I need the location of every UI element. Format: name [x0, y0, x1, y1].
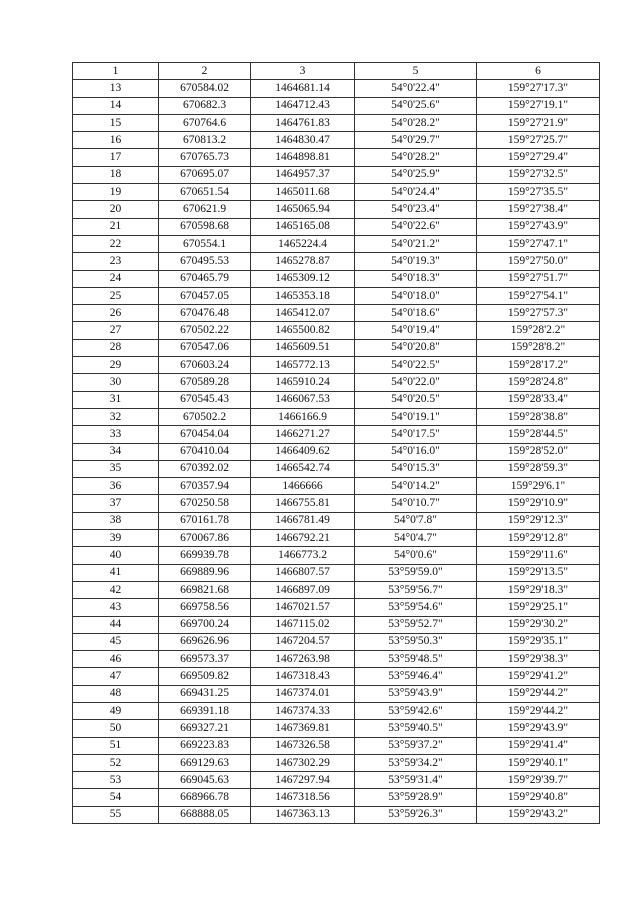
table-cell: 49 [73, 702, 159, 719]
table-cell: 159°29'43.9" [477, 720, 600, 737]
table-cell: 35 [73, 460, 159, 477]
table-cell: 159°28'59.3" [477, 460, 600, 477]
table-cell: 54°0'0.6" [355, 547, 477, 564]
table-cell: 670357.94 [159, 478, 251, 495]
table-cell: 159°28'44.5" [477, 426, 600, 443]
table-cell: 1466271.27 [251, 426, 355, 443]
table-cell: 1465412.07 [251, 305, 355, 322]
table-body [73, 80, 600, 824]
table-cell: 669821.68 [159, 581, 251, 598]
table-cell: 1467374.01 [251, 685, 355, 702]
table-row [73, 253, 600, 270]
table-cell: 29 [73, 357, 159, 374]
table-cell: 159°28'33.4" [477, 391, 600, 408]
table-cell: 159°28'52.0" [477, 443, 600, 460]
table-cell: 31 [73, 391, 159, 408]
table-cell: 1467369.81 [251, 720, 355, 737]
table-cell: 1466166.9 [251, 408, 355, 425]
table-cell: 1466755.81 [251, 495, 355, 512]
table-row [73, 599, 600, 616]
table-cell: 1466666 [251, 478, 355, 495]
table-row [73, 547, 600, 564]
table-cell: 33 [73, 426, 159, 443]
table-cell: 24 [73, 270, 159, 287]
table-cell: 159°29'40.8" [477, 789, 600, 806]
table-cell: 1467263.98 [251, 651, 355, 668]
table-cell: 159°29'40.1" [477, 754, 600, 771]
table-cell: 23 [73, 253, 159, 270]
table-cell: 54°0'18.3" [355, 270, 477, 287]
header-cell: 6 [477, 63, 600, 80]
table-cell: 47 [73, 668, 159, 685]
table-cell: 1466542.74 [251, 460, 355, 477]
table-row [73, 737, 600, 754]
table-cell: 670465.79 [159, 270, 251, 287]
table-cell: 670589.28 [159, 374, 251, 391]
table-cell: 669327.21 [159, 720, 251, 737]
table-row [73, 357, 600, 374]
table-cell: 670457.05 [159, 287, 251, 304]
table-cell: 670651.54 [159, 184, 251, 201]
table-cell: 54°0'14.2" [355, 478, 477, 495]
table-cell: 159°29'38.3" [477, 651, 600, 668]
table-row [73, 426, 600, 443]
table-cell: 159°27'32.5" [477, 166, 600, 183]
table-cell: 159°28'17.2" [477, 357, 600, 374]
table-cell: 16 [73, 132, 159, 149]
table-cell: 670554.1 [159, 235, 251, 252]
table-cell: 159°27'17.3" [477, 80, 600, 97]
table-row [73, 80, 600, 97]
table-cell: 670584.02 [159, 80, 251, 97]
table-row [73, 305, 600, 322]
table-row [73, 287, 600, 304]
table-cell: 668966.78 [159, 789, 251, 806]
table-cell: 53°59'42.6" [355, 702, 477, 719]
table-cell: 1464761.83 [251, 114, 355, 131]
table-row [73, 114, 600, 131]
table-row [73, 374, 600, 391]
table-row [73, 339, 600, 356]
table-cell: 1467115.02 [251, 616, 355, 633]
table-cell: 1466792.21 [251, 530, 355, 547]
table-cell: 670502.2 [159, 408, 251, 425]
table-row [73, 530, 600, 547]
table-cell: 670598.68 [159, 218, 251, 235]
header-cell: 5 [355, 63, 477, 80]
table-row [73, 235, 600, 252]
table-cell: 54°0'15.3" [355, 460, 477, 477]
table-cell: 669223.83 [159, 737, 251, 754]
table-cell: 25 [73, 287, 159, 304]
table-cell: 159°27'35.5" [477, 184, 600, 201]
table-cell: 54°0'28.2" [355, 114, 477, 131]
table-cell: 54°0'29.7" [355, 132, 477, 149]
table-cell: 54°0'7.8" [355, 512, 477, 529]
table-cell: 1466409.62 [251, 443, 355, 460]
table-cell: 21 [73, 218, 159, 235]
table-cell: 159°29'43.2" [477, 806, 600, 823]
table-cell: 53°59'40.5" [355, 720, 477, 737]
table-cell: 50 [73, 720, 159, 737]
table-cell: 20 [73, 201, 159, 218]
table-row [73, 754, 600, 771]
table-cell: 1465609.51 [251, 339, 355, 356]
table-cell: 1465500.82 [251, 322, 355, 339]
table-cell: 54°0'22.4" [355, 80, 477, 97]
table-cell: 53°59'31.4" [355, 772, 477, 789]
table-cell: 670695.07 [159, 166, 251, 183]
table-row [73, 581, 600, 598]
table-cell: 46 [73, 651, 159, 668]
table-cell: 669573.37 [159, 651, 251, 668]
table-cell: 1467374.33 [251, 702, 355, 719]
table-cell: 1465278.87 [251, 253, 355, 270]
table-cell: 53°59'46.4" [355, 668, 477, 685]
table-cell: 53°59'48.5" [355, 651, 477, 668]
table-cell: 159°29'30.2" [477, 616, 600, 633]
header-cell: 2 [159, 63, 251, 80]
table-cell: 40 [73, 547, 159, 564]
table-row [73, 685, 600, 702]
table-cell: 1466781.49 [251, 512, 355, 529]
table-cell: 54°0'24.4" [355, 184, 477, 201]
table-cell: 1465309.12 [251, 270, 355, 287]
table-cell: 34 [73, 443, 159, 460]
table-cell: 159°27'19.1" [477, 97, 600, 114]
table-cell: 54°0'19.4" [355, 322, 477, 339]
table-row [73, 789, 600, 806]
table-cell: 53°59'56.7" [355, 581, 477, 598]
table-cell: 1467204.57 [251, 633, 355, 650]
table-cell: 48 [73, 685, 159, 702]
table-cell: 1465165.08 [251, 218, 355, 235]
table-cell: 53°59'34.2" [355, 754, 477, 771]
table-row [73, 460, 600, 477]
table-cell: 54°0'22.0" [355, 374, 477, 391]
table-cell: 53 [73, 772, 159, 789]
table-cell: 28 [73, 339, 159, 356]
table-row [73, 668, 600, 685]
table-cell: 54°0'25.9" [355, 166, 477, 183]
table-cell: 44 [73, 616, 159, 633]
table-cell: 159°27'38.4" [477, 201, 600, 218]
table-row [73, 322, 600, 339]
table-cell: 670813.2 [159, 132, 251, 149]
table-cell: 18 [73, 166, 159, 183]
table-cell: 54°0'25.6" [355, 97, 477, 114]
table-cell: 159°29'18.3" [477, 581, 600, 598]
table-cell: 27 [73, 322, 159, 339]
table-cell: 54°0'17.5" [355, 426, 477, 443]
table-cell: 670502.22 [159, 322, 251, 339]
table-cell: 670495.53 [159, 253, 251, 270]
table-cell: 54°0'16.0" [355, 443, 477, 460]
table-cell: 54°0'21.2" [355, 235, 477, 252]
table-cell: 1465353.18 [251, 287, 355, 304]
table-row [73, 495, 600, 512]
table-cell: 1467326.58 [251, 737, 355, 754]
table-row [73, 443, 600, 460]
table-cell: 53°59'54.6" [355, 599, 477, 616]
table-row [73, 408, 600, 425]
table-cell: 1467363.13 [251, 806, 355, 823]
table-cell: 1466897.09 [251, 581, 355, 598]
table-cell: 159°27'29.4" [477, 149, 600, 166]
table-row [73, 478, 600, 495]
table-cell: 159°29'10.9" [477, 495, 600, 512]
table-cell: 159°28'24.8" [477, 374, 600, 391]
table-cell: 53°59'28.9" [355, 789, 477, 806]
header-cell: 3 [251, 63, 355, 80]
table-cell: 159°27'43.9" [477, 218, 600, 235]
table-cell: 670765.73 [159, 149, 251, 166]
table-cell: 1466807.57 [251, 564, 355, 581]
table-cell: 670682.3 [159, 97, 251, 114]
table-cell: 159°29'11.6" [477, 547, 600, 564]
table-cell: 42 [73, 581, 159, 598]
table-cell: 670545.43 [159, 391, 251, 408]
table-cell: 53°59'59.0" [355, 564, 477, 581]
table-cell: 669700.24 [159, 616, 251, 633]
table-row [73, 201, 600, 218]
table-cell: 1467318.43 [251, 668, 355, 685]
table-cell: 159°27'57.3" [477, 305, 600, 322]
table-cell: 159°29'12.8" [477, 530, 600, 547]
table-cell: 41 [73, 564, 159, 581]
table-row [73, 132, 600, 149]
table-row [73, 512, 600, 529]
table-cell: 670161.78 [159, 512, 251, 529]
table-cell: 19 [73, 184, 159, 201]
table-cell: 53°59'52.7" [355, 616, 477, 633]
table-row [73, 616, 600, 633]
table-cell: 670476.48 [159, 305, 251, 322]
table-cell: 17 [73, 149, 159, 166]
table-cell: 54 [73, 789, 159, 806]
table-cell: 159°29'13.5" [477, 564, 600, 581]
table-cell: 159°29'35.1" [477, 633, 600, 650]
table-cell: 26 [73, 305, 159, 322]
table-cell: 54°0'20.8" [355, 339, 477, 356]
table-cell: 669045.63 [159, 772, 251, 789]
table-row [73, 806, 600, 823]
table-cell: 45 [73, 633, 159, 650]
table-cell: 1465011.68 [251, 184, 355, 201]
table-cell: 55 [73, 806, 159, 823]
table-row [73, 218, 600, 235]
table-cell: 669758.56 [159, 599, 251, 616]
table-cell: 159°29'44.2" [477, 685, 600, 702]
table-cell: 1465224.4 [251, 235, 355, 252]
table-cell: 1464830.47 [251, 132, 355, 149]
table-cell: 669391.18 [159, 702, 251, 719]
table-cell: 54°0'28.2" [355, 149, 477, 166]
table-cell: 54°0'18.6" [355, 305, 477, 322]
table-cell: 669129.63 [159, 754, 251, 771]
table-cell: 159°28'38.8" [477, 408, 600, 425]
table-cell: 159°27'47.1" [477, 235, 600, 252]
table-cell: 53°59'26.3" [355, 806, 477, 823]
table-row [73, 184, 600, 201]
table-cell: 670410.04 [159, 443, 251, 460]
table-cell: 15 [73, 114, 159, 131]
table-cell: 54°0'22.5" [355, 357, 477, 374]
table-cell: 670392.02 [159, 460, 251, 477]
table-cell: 670764.6 [159, 114, 251, 131]
table-cell: 22 [73, 235, 159, 252]
table-row [73, 564, 600, 581]
table-cell: 54°0'22.6" [355, 218, 477, 235]
table-cell: 38 [73, 512, 159, 529]
table-cell: 1464957.37 [251, 166, 355, 183]
table-cell: 159°29'41.2" [477, 668, 600, 685]
table-cell: 1467302.29 [251, 754, 355, 771]
table-cell: 53°59'43.9" [355, 685, 477, 702]
table-row [73, 702, 600, 719]
table-cell: 43 [73, 599, 159, 616]
table-cell: 670454.04 [159, 426, 251, 443]
table-cell: 1467297.94 [251, 772, 355, 789]
table-cell: 669939.78 [159, 547, 251, 564]
table-cell: 1466067.53 [251, 391, 355, 408]
table-cell: 159°27'50.0" [477, 253, 600, 270]
table-cell: 669431.25 [159, 685, 251, 702]
table-row [73, 270, 600, 287]
table-cell: 159°29'39.7" [477, 772, 600, 789]
table-cell: 1467318.56 [251, 789, 355, 806]
table-cell: 54°0'10.7" [355, 495, 477, 512]
table-row [73, 149, 600, 166]
table-cell: 670547.06 [159, 339, 251, 356]
table-cell: 159°27'54.1" [477, 287, 600, 304]
table-cell: 1465910.24 [251, 374, 355, 391]
table-cell: 1467021.57 [251, 599, 355, 616]
table-row [73, 166, 600, 183]
table-cell: 53°59'50.3" [355, 633, 477, 650]
table-cell: 159°27'51.7" [477, 270, 600, 287]
table-cell: 159°29'25.1" [477, 599, 600, 616]
table-row [73, 633, 600, 650]
table-cell: 54°0'18.0" [355, 287, 477, 304]
table-cell: 13 [73, 80, 159, 97]
table-row [73, 772, 600, 789]
table-cell: 669626.96 [159, 633, 251, 650]
table-cell: 159°27'21.9" [477, 114, 600, 131]
table-row [73, 391, 600, 408]
table-cell: 1465772.13 [251, 357, 355, 374]
table-cell: 670621.9 [159, 201, 251, 218]
table-cell: 54°0'19.1" [355, 408, 477, 425]
table-header-row [73, 63, 600, 80]
table-cell: 1464898.81 [251, 149, 355, 166]
table-cell: 669509.82 [159, 668, 251, 685]
table-cell: 14 [73, 97, 159, 114]
table-cell: 670603.24 [159, 357, 251, 374]
table-cell: 159°28'2.2" [477, 322, 600, 339]
table-cell: 37 [73, 495, 159, 512]
table-cell: 54°0'23.4" [355, 201, 477, 218]
table-cell: 53°59'37.2" [355, 737, 477, 754]
table-cell: 1466773.2 [251, 547, 355, 564]
table-cell: 159°29'6.1" [477, 478, 600, 495]
table-cell: 36 [73, 478, 159, 495]
table-cell: 54°0'4.7" [355, 530, 477, 547]
table-cell: 52 [73, 754, 159, 771]
table-cell: 159°29'44.2" [477, 702, 600, 719]
table-cell: 39 [73, 530, 159, 547]
table-cell: 54°0'20.5" [355, 391, 477, 408]
table-row [73, 720, 600, 737]
table-row [73, 97, 600, 114]
table-cell: 159°28'8.2" [477, 339, 600, 356]
table-cell: 54°0'19.3" [355, 253, 477, 270]
table-cell: 1464681.14 [251, 80, 355, 97]
table-cell: 159°29'12.3" [477, 512, 600, 529]
table-cell: 159°29'41.4" [477, 737, 600, 754]
table-cell: 51 [73, 737, 159, 754]
table-cell: 670250.58 [159, 495, 251, 512]
table-cell: 669889.96 [159, 564, 251, 581]
table-cell: 30 [73, 374, 159, 391]
header-cell: 1 [73, 63, 159, 80]
table-row [73, 651, 600, 668]
coordinates-table [72, 62, 600, 824]
table-cell: 1465065.94 [251, 201, 355, 218]
table-cell: 1464712.43 [251, 97, 355, 114]
table-cell: 32 [73, 408, 159, 425]
table-cell: 159°27'25.7" [477, 132, 600, 149]
table-cell: 668888.05 [159, 806, 251, 823]
table-cell: 670067.86 [159, 530, 251, 547]
